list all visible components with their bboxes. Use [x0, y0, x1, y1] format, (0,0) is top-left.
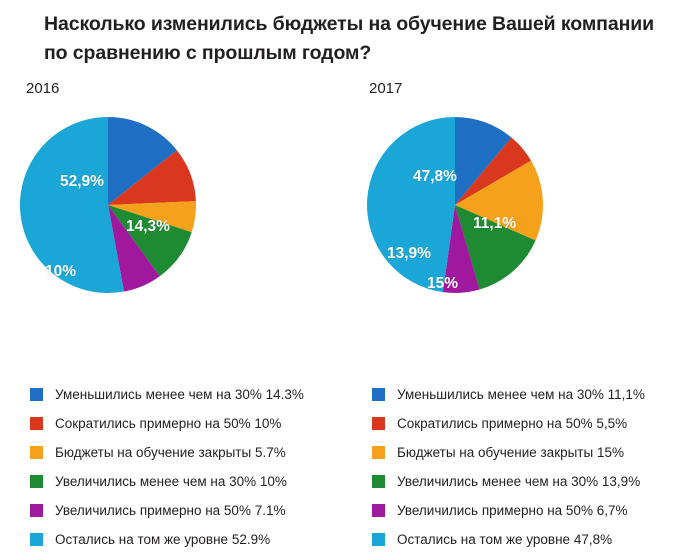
legend-swatch-icon — [30, 475, 43, 488]
legend-item — [30, 380, 304, 409]
legend-label: Увеличились примерно на 50% 6,7% — [397, 502, 628, 518]
legend-swatch-icon — [30, 446, 43, 459]
legend-swatch-icon — [30, 533, 43, 546]
legend-item — [30, 496, 304, 525]
legend-label: Бюджеты на обучение закрыты 15% — [397, 444, 624, 460]
legend-label: Увеличились менее чем на 30% 13,9% — [397, 473, 641, 489]
legend-2017 — [372, 380, 645, 554]
legend-swatch-icon — [372, 417, 385, 430]
legend-label: Остались на том же уровне 47,8% — [397, 531, 613, 547]
legend-label: Увеличились примерно на 50% 7.1% — [55, 502, 286, 518]
pie-slice-label: 15% — [427, 275, 459, 292]
legend-swatch-icon — [372, 475, 385, 488]
legend-swatch-icon — [372, 446, 385, 459]
legend-label: Увеличились менее чем на 30% 10% — [55, 473, 287, 489]
legend-item — [372, 409, 645, 438]
legend-swatch-icon — [30, 504, 43, 517]
legend-swatch-icon — [30, 417, 43, 430]
legend-item — [30, 525, 304, 554]
legend-item — [30, 467, 304, 496]
legend-label: Уменьшились менее чем на 30% 11,1% — [397, 386, 645, 402]
legend-item — [372, 467, 645, 496]
pie-slice-label: 10% — [45, 263, 77, 280]
pie-slice-label: 47,8% — [413, 168, 457, 185]
legend-label: Сократились примерно на 50% 10% — [55, 415, 282, 431]
pie-slice-label: 52,9% — [60, 173, 104, 190]
pie-chart-2016 — [18, 115, 198, 295]
page-title: Насколько изменились бюджеты на обучение Вашей компании по сравнению с прошлым годом? — [44, 13, 655, 64]
legend-2016 — [30, 380, 304, 554]
pie-slice — [367, 117, 455, 292]
year-label-2016: 2016 — [26, 80, 60, 97]
legend-swatch-icon — [30, 388, 43, 401]
legend-label: Бюджеты на обучение закрыты 5.7% — [55, 444, 286, 460]
legend-item — [372, 496, 645, 525]
legend-swatch-icon — [372, 504, 385, 517]
pie-slice-label: 11,1% — [473, 215, 517, 232]
legend-label: Уменьшились менее чем на 30% 14.3% — [55, 386, 304, 402]
legend-swatch-icon — [372, 388, 385, 401]
legend-item — [372, 525, 645, 554]
legend-item — [30, 409, 304, 438]
legend-label: Остались на том же уровне 52.9% — [55, 531, 271, 547]
year-label-2017: 2017 — [369, 80, 403, 97]
pie-slices-2017 — [367, 117, 543, 293]
legend-item — [372, 438, 645, 467]
pie-chart-2017 — [365, 115, 545, 295]
legend-item — [30, 438, 304, 467]
legend-label: Сократились примерно на 50% 5,5% — [397, 415, 628, 431]
pie-slice-label: 13,9% — [387, 245, 431, 262]
legend-item — [372, 380, 645, 409]
pie-slice-label: 14,3% — [126, 218, 170, 235]
legend-swatch-icon — [372, 533, 385, 546]
pie-svg-2017 — [365, 115, 545, 295]
